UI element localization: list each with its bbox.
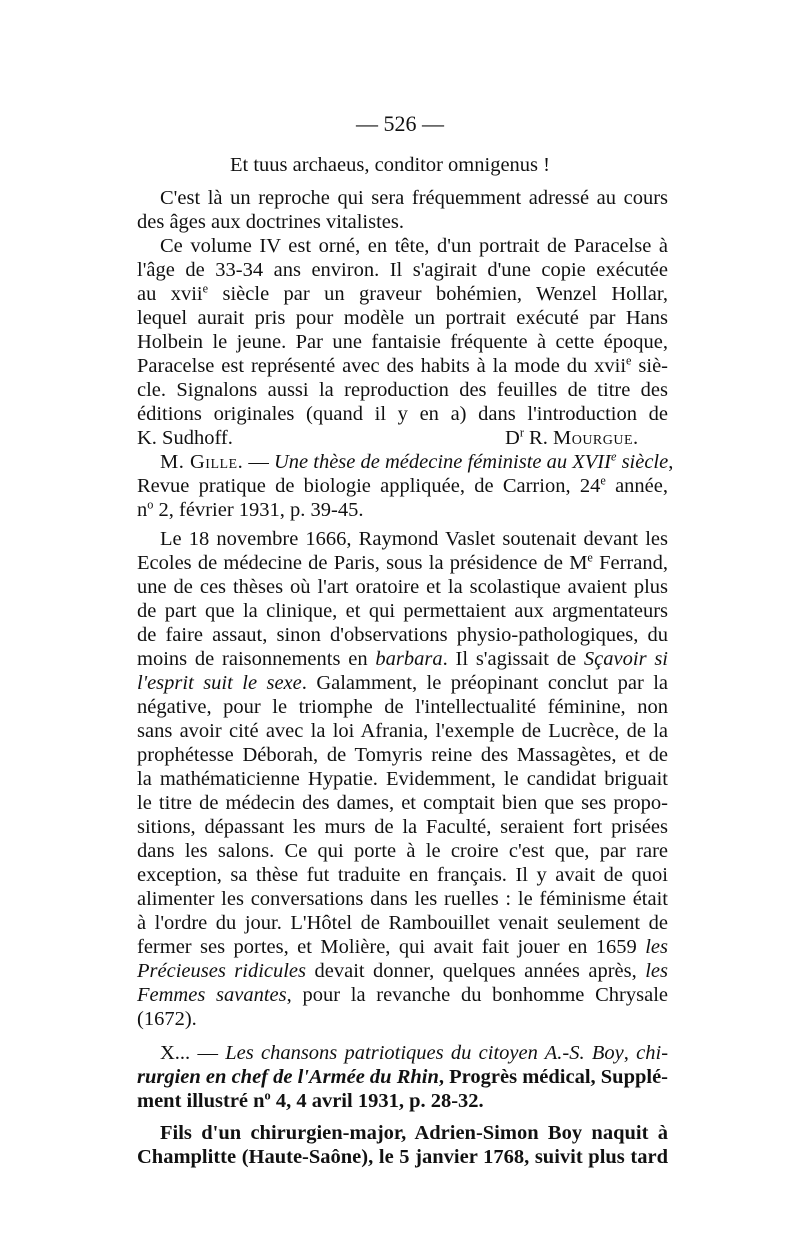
text-line: au xvii$^e$ siècle par un graveur bohémien, Wenzel Hollar, [137,281,668,305]
text-line: de part que la clinique, et qui permettaient aux argmentateurs [137,600,668,622]
text-line: Précieuses ridicules devait donner, quelques années après, les [137,960,668,982]
text-line: négative, pour le triomphe de l'intellectualité féminine, non [137,696,668,718]
reference-line: Revue pratique de biologie appliquée, de Carrion, 24e année, [137,473,668,497]
reference-line: M. Gille. — Une thèse de médecine féministe au XVIIe siècle, [160,449,674,473]
text-line: lequel aurait pris pour modèle un portrait exécuté par Hans [137,307,668,329]
reference-line: rurgien en chef de l'Armée du Rhin, Progrès médical, Supplé- [137,1066,669,1088]
text-line: à l'ordre du jour. L'Hôtel de Rambouillet venait seulement de [137,912,668,934]
text-line: (1672). [137,1008,197,1030]
text-line: de faire assaut, sinon d'observations physio-pathologiques, du [137,624,668,646]
text-line: Ce volume IV est orné, en tête, d'un portrait de Paracelse à [160,235,668,257]
signature: $D^r$ R. Mourgue. [505,425,639,449]
reference-line: $n^o$ 2, février 1931, p. 39-45. [137,497,364,521]
text-line: sitions, dépassant les murs de la Faculté, seraient fort prisées [137,816,668,838]
text-line: Champlitte (Haute-Saône), le 5 janvier 1768, suivit plus tard [137,1146,668,1168]
text-line: cle. Signalons aussi la reproduction des feuilles de titre des [137,379,668,401]
text-line: exception, sa thèse fut traduite en français. Il y avait de quoi [137,864,668,886]
text-line: K. Sudhoff. [137,427,233,449]
text-line: Ecoles de médecine de Paris, sous la présidence de Me Ferrand, [137,550,668,574]
text-line: C'est là un reproche qui sera fréquemment adressé au cours [160,187,668,209]
text-line: Paracelse est représenté avec des habits à la mode du xvii$^e$ siè- [137,353,668,377]
reference-line: ment illustré $n^o$ 4, 4 avril 1931, p. 28-32. [137,1088,484,1112]
text-line: Fils d'un chirurgien-major, Adrien-Simon Boy naquit à [160,1122,668,1144]
text-line: fermer ses portes, et Molière, qui avait fait jouer en 1659 les [137,936,668,958]
text-line: Le 18 novembre 1666, Raymond Vaslet soutenait devant les [160,528,668,550]
text-line: des âges aux doctrines vitalistes. [137,211,405,233]
text-line: l'âge de 33-34 ans environ. Il s'agirait d'une copie exécutée [137,259,668,281]
reference-line: X... — Les chansons patriotiques du citoyen A.-S. Boy, chi- [160,1042,669,1064]
page-number: — 526 — [356,111,444,136]
text-line: le titre de médecin des dames, et comptait bien que ses propo- [137,792,668,814]
text-line: Holbein le jeune. Par une fantaisie fréquente à cette époque, [137,331,668,353]
text-line: l'esprit suit le sexe. Galamment, le préopinant conclut par la [137,672,669,694]
text-line: éditions originales (quand il y en a) dans l'introduction de [137,403,668,425]
text-line: moins de raisonnements en barbara. Il s'agissait de Sçavoir si [137,648,669,670]
text-line: prophétesse Déborah, de Tomyris reine des Massagètes, et de [137,744,668,766]
text-line: alimenter les conversations dans les ruelles : le féminisme était [137,888,668,910]
epigraph-line: Et tuus archaeus, conditor omnigenus ! [230,154,550,176]
text-line: Femmes savantes, pour la revanche du bonhomme Chrysale [137,984,668,1006]
text-line: la mathématicienne Hypatie. Evidemment, le candidat briguait [137,768,668,790]
text-line: une de ces thèses où l'art oratoire et la scolastique avaient plus [137,576,668,598]
text-line: dans les salons. Ce qui porte à le croire c'est que, par rare [137,840,668,862]
text-line: sans avoir cité avec la loi Afrania, l'exemple de Lucrèce, de la [137,720,668,742]
